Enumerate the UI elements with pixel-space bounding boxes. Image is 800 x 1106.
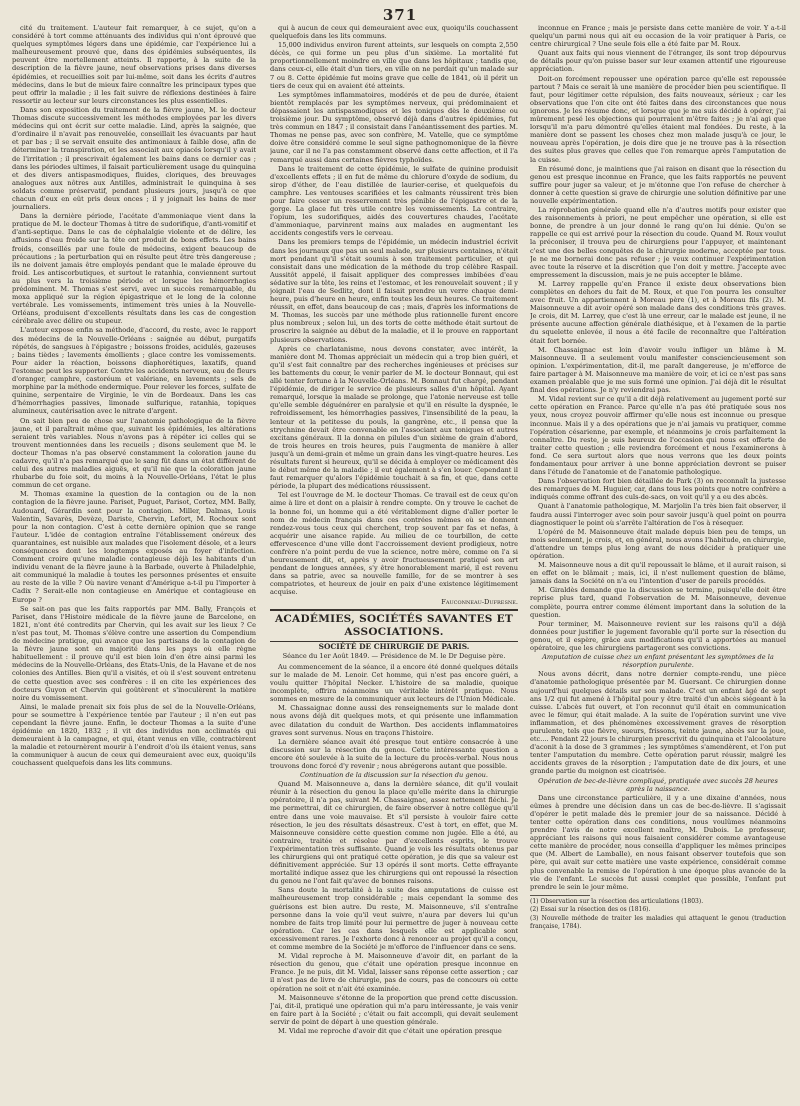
paragraph: cité du traitement. L'auteur fait remarquer, à ce sujet, qu'on a considéré à tort comme atténuants des individus qui n'ont éprouvé que quelques symptômes légers dans une épidémie, car l'expérience lui a malheureusement prouvé que, dans des épidémies subséquentes, ils peuvent être mortellement atteints. Il rapporte, à la suite de la description de la fièvre jaune, neuf observations prises dans diverses épidémies, et recueillies soit par lui-même, soit dans les écrits d'autres médecins, dans le but de mieux faire connaître les principaux types que peut offrir la maladie ; il les fait suivre de réflexions destinées à faire ressortir au lecteur sur leurs circonstances les plus essentielles. — [12, 24, 256, 105]
paragraph: Pour terminer, M. Maisonneuve revient sur les raisons qu'il a déjà données pour justifier le jugement favorable qu'il porte sur la résection du genou, et il espère, grâce aux modifications qu'il a apportées au manuel opératoire, que les chirurgiens partageront ses convictions. — [530, 619, 786, 653]
paragraph: Ainsi, le malade prenait six fois plus de sel de la Nouvelle-Orléans, pour se soumettre à l'expérience tentée par l'auteur ; il n'en eut pas cependant la fièvre jaune. Enfin, le docteur Thomas a la suite d'une épidémie en 1820, 1832 ; il vit des individus non acclimatés qui demeuraient à la campagne, et qui, étant venus en ville, contractèrent la maladie et retournèrent mourir à l'endroit d'où ils étaient venus, sans la communiquer à aucun de ceux qui demeuraient avec eux, quoiqu'ils couchassent quelquefois dans les lits communs. — [12, 702, 256, 768]
amputation-heading: Amputation de cuisse chez un enfant présentant les symptômes de la résorption purulente. — [542, 653, 774, 670]
discussion-heading: Continuation de la discussion sur la résection du genou. — [299, 771, 489, 780]
paragraph: L'auteur expose enfin sa méthode, d'accord, du reste, avec le rapport des médecins de la Nouvelle-Orléans : saignée au début, purgatifs répétés, de sangsues à l'épigastre ; boissons froides, acidulés, gazeuses ; bains tièdes ; lavements émollients ; glace contre les vomissements. Pour aider la réaction, boissons diaphorétiques, laxatifs, quand l'estomac peut les supporter. Contre les accidents nerveux, eau de fleurs d'oranger, camphre, castoréum et valériane, en lavements ; sels de morphine par la méthode endermique. Pour relever les forces, sulfate de quinine, serpentaire de Virginie, le vin de Bordeaux. Dans les cas d'hémorrhagies passives, limonade sulfurique, ratanhia, topiques alumineux, cautérisation avec le nitrate d'argent. — [12, 326, 256, 416]
operation-heading: Opération de bec-de-lièvre compliqué, pratiquée avec succès 28 heures après la naissance. — [538, 776, 778, 793]
paragraph: Dans son exposition du traitement de la fièvre jaune, M. le docteur Thomas discute successivement les méthodes employées par les divers médecins qui ont écrit sur cette maladie. Lind, après la saignée, que d'ordinaire il n'avait pas renouvelée, conseillait les évacuants par haut et par bas ; il se servait ensuite des antimoniaux à faible dose, afin de déterminer la transpiration, et les associait aux opiacés lorsqu'il y avait de l'irritation ; il prescrivait également les bains dans ce dernier cas ; dans les périodes ultimes, il faisait particulièrement usage du quinquina et des divers antispasmodiques, fluides, cloriques, des breuvages analogues aux nôtres aux Antilles, administrait le quinquina à ses soldats comme préservatif, pendant plusieurs jours, jusqu'à ce que chacun d'eux en eût pris deux onces ; il y joignait les bains de mer journaliers. — [12, 105, 256, 212]
paragraph: Dans le traitement de cette épidémie, le sulfate de quinine produisit d'excellents effets ; il en fut de même du chlorure d'oxyde de sodium, du sirop d'éther, de l'eau distillée de laurier-cerise, et quelquefois du camphre. Les ventouses scarifiées et les calmants réussirent très bien pour faire cesser un resserrement très pénible de l'épigastre et de la gorge. La glace fut très utile contre les vomissements. La contraire, l'opium, les sudorifiques, aidés des couvertures chaudes, l'acétate d'ammoniaque, parvinrent mains aux malades en augmentant les accidents congestifs vers le cerveau. — [270, 164, 518, 238]
column-1 — [12, 24, 256, 1094]
paragraph: Tel est l'ouvrage de M. le docteur Thomas. Ce travail est de ceux qu'on aime à lire et dont on a plaisir à rendre compte. On y trouve le cachet de la bonne foi, un homme qui a été véritablement digne d'aller porter le nom de médecin français dans ces contrées mêmes où se donnent rendez-vous tous ceux qui cherchent, trop souvent par fas et nefas, à acquérir une aisance rapide. Au milieu de ce tourbillon, de cette effervescence d'une ville dont l'accroissement devient prodigieux, notre confrère n'a point perdu de vue la science, notre mère, comme on l'a si heureusement dit, et, après y avoir fructueusement pratiqué son art pendant de longues années, s'y être honorablement marié, il est revenu dans sa patrie, avec sa nouvelle famille, for de se montrer à ses compatriotes, et heureux de jouir en paix d'une existence légitimement acquise. — [270, 491, 518, 597]
paragraph: Au commencement de la séance, il a encore été donné quelques détails sur le malade de M. Lenoir. Cet homme, qui n'est pas encore guéri, a voulu quitter l'hôpital Necker. L'histoire de sa maladie, quoique incomplète, offrira néanmoins un véritable intérêt pratique. Nous sommes en mesure de la communiquer aux lecteurs de l'Union Médicale. — [270, 662, 518, 704]
paragraph: En résumé donc, je maintiens que j'ai raison en disant que la résection du genou est presque inconnue en France, que les faits rapportés ne peuvent suffire pour juger sa valeur, et je m'étonne que l'on refuse de chercher à donner à cette question si grave de chirurgie une solution définitive par une nouvelle expérimentation. — [530, 164, 786, 205]
paragraph: La réprobation générale quand elle n'a d'autres motifs pour exister que des raisonnements à priori, ne peut empêcher une opération, si elle est bonne, de prendre à un jour donné le rang qu'on lui dénie. Qu'on se rappelle ce qui est arrivé pour la résection du coude. Quand M. Roux voulut la préconiser, il trouva peu de chirurgiens pour l'appuyer, et maintenant c'est une des belles conquêtes de la chirurgie moderne, acceptée par tous. Je ne me bornerai donc pas refuser ; je veux continuer l'expérimentation avec toute la réserve et la discrétion que l'on doit y mettre. J'accepte avec empressement la discussion, mais je ne puis accepter le blâme. — [530, 206, 786, 279]
footnote-divider — [530, 895, 590, 896]
paragraph: On sait bien peu de chose sur l'anatomie pathologique de la fièvre jaune, et il paraîtrait même que, suivant les épidémies, les altérations seraient très variables. Nous n'avons pas à répéter ici celles qui se trouvent mentionnées dans les recueils ; disons seulement que M. le docteur Thomas n'a pas observé constamment la coloration jaune du cadavre, qu'il n'a pas remarqué que le sang fût dans un état différent de celui des autres maladies aiguës, et qu'il nie que la coloration jaune rhubarbe du foie soit, du moins à la Nouvelle-Orléans, l'état le plus commun de cet organe. — [12, 416, 256, 490]
paragraph: Après ce charlatanisme, nous devons constater, avec intérêt, la manière dont M. Thomas appréciait un médecin qui a trop bien guéri, et qu'il s'est fait connaître par des recherches ingénieuses et précises sur les battements du cœur, le venir parler de M. le docteur Bonnaut, qui est allé tenter fortune à la Nouvelle-Orléans. M. Bonnaut fut chargé, pendant l'épidémie, de diriger le service de plusieurs salles d'un hôpital. Ayant remarqué, lorsque la malade se prolonge, que l'atonie nerveuse est telle qu'elle semble déguénérer en paralysie et qu'il en résulte la dyspnée, le refroidissement, les hémorrhagies passives, l'insensibilité de la peau, la lenteur et la petitesse du pouls, la gangrène, etc., il pensa que la strychnine devait être convenable en l'associant aux toniques et autres excitans généraux. Il la donna en pilules d'un sixième de grain d'abord, de trois heures en trois heures, puis l'augmenta de manière à aller jusqu'à un demi-grain et même un grain dans les vingt-quatre heures. Les résultats furent si heureux, qu'il se décida à employer ce médicament dès le début même de la maladie ; il eut également à s'en louer. Cependant il faut remarquer qu'alors l'épidémie touchait à sa fin, et que, dans cette période, la plupart des médications réussissent. — [270, 344, 518, 491]
paragraph: Quant à l'anatomie pathologique, M. Marjolin l'a très bien fait observer, il faudra aussi l'interroger avec soin pour savoir jusqu'à quel point on pourra diagnostiquer le point où s'arrête l'altération de l'os à résequer. — [530, 502, 786, 527]
paragraph: M. Thomas examine la question de la contagion ou de la non contagion de la fièvre jaune. Pariset, Puguet, Parisot, Cortez, MM. Bally, Audouard, Gérardin sont pour la contagion. Miller, Dalmas, Louis Valentin, Savarès, Devèze, Dariste, Chervin, Lefort, M. Rochoux sont pour la non contagion. C'est à cette dernière opinion que se range l'auteur. L'idée de contagion entraîne l'établissement onéreux des quarantaines, est nuisible aux malades que l'isolement désole, et a leurs conséquences dont les longtemps exposés au foyer d'infection. Comment croire qu'une maladie contagieuse déjà les habitants d'un individu venant de la fièvre jaune à la Barbade, ouverte à Philadelphie, ait communiqué la maladie à toutes les personnes présentes et ensuite au reste de la ville ? Où navire venant d'Amérique a-t-il pu l'importer à Cadix ? Serait-elle non contagieuse en Amérique et contagieuse en Europe ? — [12, 490, 256, 604]
author-signature: Fauconneau-Dufresne. — [441, 597, 518, 606]
paragraph: 15,000 individus environ furent atteints, sur lesquels on compta 2,550 décès, ce qui forme un peu plus d'un sixième. La mortalité fut proportionnellement moindre en ville que dans les hôpitaux ; tandis que, dans ceux-ci, elle était d'un tiers, en ville on ne perdait qu'un malade sur 7 ou 8. Cette épidémie fut moins grave que celle de 1841, où il périt un tiers de ceux qui en avaient été atteints. — [270, 41, 518, 90]
paragraph: Quant aux faits qui nous viennent de l'étranger, ils sont trop dépourvus de détails pour qu'on puisse baser sur leur examen attentif une rigoureuse appréciation. — [530, 49, 786, 74]
paragraph: L'opéré de M. Maisonneuve était malade depuis bien peu de temps, un mois seulement, je crois, et, en général, nous avons l'habitude, en chirurgie, d'attendre un temps plus long avant de nous décider à pratiquer une opération. — [530, 527, 786, 560]
footnote: (3) Nouvelle méthode de traiter les maladies qui attaquent le genou (traduction française, 1784). — [530, 915, 786, 930]
paragraph: Nous avons décrit, dans notre dernier compte-rendu, une pièce d'anatomie pathologique présentée par M. Guersant. Ce chirurgien donne aujourd'hui quelques détails sur son malade. C'est un enfant âgé de sept ans 1/2 qui fut amené à l'hôpital pour y être traité d'un abcès siégeant à la cuisse. L'abcès fut ouvert, et l'on reconnut qu'il était en communication avec le fémur, qui était malade. A la suite de l'opération survint une vive inflammation, et des phénomènes excessivement graves de résorption purulente, tels que fièvre, sueurs, frissons, teinte jaune, abcès sur la joue, etc.... Pendant 22 jours le chirurgien prescrivit du quinquina et l'alcoolature d'aconit à la dose de 3 grammes ; les symptômes s'amendèrent, et l'on put tenter l'amputation du membre. Cette opération parut réussir, malgré les accidents graves de la résorption ; l'amputation date de dix jours, et une grande partie du moignon est cicatrisée. — [530, 670, 786, 776]
paragraph: Quand M. Maisonneuve a, dans la dernière séance, dit qu'il voulait réunir à la résection du genou la place qu'elle mérite dans la chirurgie opératoire, il n'a pas, suivant M. Chassaignac, assez nettement fléchi. Je me permettrai, dit ce chirurgien, de faire observer à notre collègue qu'il entre dans une voie mauvaise. Et s'il persiste à vouloir faire cette résection, le jeu des résultats désastreux. C'est à tort, en effet, que M. Maisonneuve considère cette question comme non jugée. Elle a été, au contraire, traitée et résolue par d'excellents esprits, le trouve l'expérimentation très suffisante. Quand je vois les résultats obtenus par les chirurgiens qui ont pratiqué cette opération, je dis que sa valeur est définitivement appréciée. Sur 13 opérés il sont morts. Cette effrayante mortalité indique assez que les chirurgiens qui ont repoussé la résection du genou ne l'ont fait qu'avec de bonnes raisons. — [270, 780, 518, 886]
paragraph: Dans l'observation fort bien détaillée de Park (3) on reconnaît la justesse des remarques de M. Huguier, car, dans tous les points que notre confrère a indiqués comme offrant des culs-de-sacs, on voit qu'il y a eu des abcès. — [530, 477, 786, 502]
paragraph: M. Chassaignac donne aussi des renseignements sur le malade dont nous avons déjà dit quelques mots, et qui présente une inflammation avec dilatation du conduit de Warthon. Des accidents inflammatoires graves sont survenus. Nous en traçons l'histoire. — [270, 704, 518, 737]
paragraph: inconnue en France ; mais je persiste dans cette manière de voir. Y a-t-il quelqu'un parmi nous qui ait eu occasion de la voir pratiquer à Paris, ce centre chirurgical ? Une seule fois elle a été faite par M. Roux. — [530, 24, 786, 49]
paragraph: M. Giraldès demande que la discussion se termine, puisqu'elle doit être reprise plus tard, quand l'observation de M. Maisonneuve, devenue complète, pourra entrer comme élément important dans la solution de la question. — [530, 586, 786, 619]
column-2 — [270, 24, 518, 1094]
paragraph: Dans la dernière période, l'acétate d'ammoniaque vient dans la pratique de M. le docteur Thomas à titre de sudorifique, d'anti-vomitif et d'anti-septique. Dans le cas de céphalalgie violente et de délire, les affusions d'eau froide sur la tête ont produit de bons effets. Les bains froids, conseillés par une foule de médecins, exigent beaucoup de précautions ; la perturbation qui en résulte peut être très dangereuse ; ils ne doivent jamais être employés pendant que le malade éprouve du froid. Les antiscorbutiques, et surtout le ratanhia, conviennent surtout au plus vers la troisième période et lorsque les hémorrhagies prédominent. M. Thomas s'est servi, avec un succès remarquable, du moxa appliqué sur la région épigastrique et le long de la colonne vertébrale. Les vomissements, intimement très unies à la Nouvelle-Orléans, produisent d'excellents résultats dans les cas de congestion cérébrale avec délire ou stupeur. — [12, 212, 256, 326]
footnote: (1) Observation sur la résection des articulations (1803). — [530, 897, 704, 905]
paragraph: M. Vidal reproche à M. Maisonneuve d'avoir dit, en parlant de la résection du genou, que c'était une opération presque inconnue en France. Je ne puis, dit M. Vidal, laisser sans réponse cette assertion ; car il n'est pas de livre de chirurgie, pas de cours, pas de concours où cette opération ne soit et n'ait été examinée. — [270, 952, 518, 993]
paragraph: M. Larrey rappelle qu'en France il existe deux observations bien complètes en dehors du fait de M. Roux, et que l'on pourra les consulter avec fruit. Un appartiennent à Moreau père (1), et à Moreau fils (2). M. Maisonneuve a dit avoir opéré son malade dans des conditions très graves. Je crois, dit M. Larrey, que c'est là une erreur, car le malade est jeune, il ne présente aucune affection générale diathésique, et à l'examen de la partie du squelette enlevée, il nous a été facile de reconnaître que l'altération était fort bornée. — [530, 279, 786, 345]
paragraph: Dans les premiers temps de l'épidémie, un médecin industriel écrivit dans les journaux que pas un seul malade, sur plusieurs centaines, n'était mort pendant qu'il s'était soumis à son traitement particulier, et qui consistait dans une médication de la méthode du trop célèbre Raspail. Aussitôt appelé, il faisait appliquer des compresses imbibées d'eau sédative sur la tête, les reins et l'estomac, et les renouvelait souvent ; il y joignait l'eau de Sedlitz, dont il faisait prendre un verre chaque demi-heure, puis d'heure en heure, enfin toutes les deux heures. Ce traitement réussit, en effet, dans beaucoup de cas ; mais, d'après les informations de M. Thomas, les succès par une méthode plus rationnelle furent encore plus nombreux ; selon lui, un des torts de cette méthode était surtout de proscrire la saignée au début de la maladie, et il le prouve en rapportant plusieurs observations. — [270, 238, 518, 344]
session-line: Séance du 1er Août 1849. — Présidence de M. le Dr Deguise père. — [282, 651, 506, 660]
column-3 — [530, 24, 786, 1094]
subsection-title: SOCIÉTÉ DE CHIRURGIE DE PARIS. — [318, 641, 470, 651]
paragraph: La dernière séance avait été presque tout entière consacrée à une discussion sur la résection du genou. Cette intéressante question a encore été soulevée à la suite de la lecture du procès-verbal. Nous nous trouvons donc forcé d'y revenir ; nous abrégerons autant que possible. — [270, 737, 518, 770]
paragraph: Dans une circonstance particulière, il y a une dixaine d'années, nous eûmes à prendre une décision dans un cas de bec-de-lièvre. Il s'agissait d'opérer le petit malade dès le premier jour de sa naissance. Décidé à tenter cette opération dans ces conditions, nous voulûmes néanmoins prendre l'avis de notre excellent maître, M. Dubois. Le professeur, appréciant les raisons qui nous faisaient considérer comme avantageuse cette manière de procéder, nous conseilla d'appliquer les mêmes principes que (M. Albert de Lamballe), en nous faisant observer toutefois que son père, qui avait sur cette matière une vaste expérience, considérait comme plus convenable la remise de l'opération à une époque plus avancée de la vie de l'enfant. Le succès fut aussi complet que possible, l'enfant put prendre le sein le jour même. — [530, 793, 786, 891]
paragraph: M. Maisonneuve s'étonne de la proportion que prend cette discussion. J'ai, dit-il, pratiqué une opération qui m'a paru intéressante, je vais venir en faire part à la Société ; c'était ou fait accompli, qui devait seulement servir de point de départ à une question générale. — [270, 993, 518, 1026]
paragraph: Sans doute la mortalité à la suite des amputations de cuisse est malheureusement trop considérable ; mais cependant la somme des guérisons est bien autre. Du reste, M. Maisonneuve, s'il s'entraîne personne dans la voie qu'il veut suivre, n'aura par devers lui qu'un nombre de faits trop limité pour lui permettre de juger à nouveau cette opération. Car les cas dans lesquels elle est applicable sont excessivement rares. Je l'exhorte donc à renoncer au projet qu'il a conçu, et comme membre de la Société je m'efforce de l'influencer dans ce sens. — [270, 886, 518, 952]
section-title: ACADÉMIES, SOCIÉTÉS SAVANTES ET ASSOCIATIONS. — [274, 612, 514, 638]
section-divider — [270, 609, 518, 611]
paragraph: qui à aucun de ceux qui demeuraient avec eux, quoiqu'ils couchassent quelquefois dans les lits communs. — [270, 24, 518, 41]
paragraph: Doit-on forcément repousser une opération parce qu'elle est repoussée partout ? Mais ce serait là une manière de procéder bien peu scientifique. Il faut, pour légitimer cette répulsion, des faits nouveaux, sérieux ; car les observations que l'on cite ont été faites dans des circonstances que nous ignorons. Je les résume donc, et lorsque que je me suis décidé à opérer, j'ai mûrement pesé les objections qui pourraient m'être faites ; je n'ai agi que lorsqu'il m'a paru démontré qu'elles étaient mal fondées. Du reste, à la manière dont se passent les choses chez mon malade jusqu'à ce jour, le nouveau après l'opération, je dois dire que je ne trouve pas à la résection des suites plus graves que celles que l'on remarque après l'amputation de la cuisse. — [530, 74, 786, 164]
page-number: 371 — [382, 6, 418, 24]
paragraph: M. Chassaignac est loin d'avoir voulu infliger un blâme à M. Maisonneuve. Il a seulement voulu manifester consciencieusement son opinion. L'expérimentation, dit-il, me paraît dangereuse, je m'efforce de faire partager à M. Maisonneuve ma manière de voir, et ici ce n'est pas sans examen préalable que je me suis formé une opinion. J'ai déjà dit le résultat final des opérations. Je n'y reviendrai pas. — [530, 345, 786, 395]
paragraph: M. Maisonneuve nous a dit qu'il repoussait le blâme, et il aurait raison, si en effet on le blâmait ; mais, ici, il n'est nullement question de blâme, jamais dans la Société on n'a eu l'intention d'user de pareils procédés. — [530, 561, 786, 586]
paragraph: M. Vidal revient sur ce qu'il a dit déjà relativement au jugement porté sur cette opération en France. Parce qu'elle n'a pas été pratiquée sous nos yeux, nous croyez pouvoir affirmer qu'elle nous est inconnue ou presque inconnue. Mais il y a des opérations que je n'ai jamais vu pratiquer, comme l'opération césarienne, par exemple, et néanmoins je crois parfaitement la connaître. Du reste, je suis heureux de l'occasion qui nous est offerte de traiter cette question ; elle reviendra forcément et nous l'examinerons à fond. Ce sera surtout alors que nous verrons que les deux points fondamentaux pour arriver à une bonne appréciation devront se puiser dans l'étude de l'anatomie et de l'anatomie pathologique. — [530, 395, 786, 477]
paragraph: M. Vidal me reproche d'avoir dit que c'était une opération presque — [278, 1026, 502, 1035]
paragraph: Se sait-on pas que les faits rapportés par MM. Bally, François et Pariset, dans l'Histoire médicale de la fièvre jaune de Barcelone, en 1821, n'ont été contredits par Chervin, qui les avait sur les lieux ? Ce n'est pas tout, M. Thomas s'élève contre une assertion du Compendium de médecine pratique, qui avance que les partisans de la contagion de la fièvre jaune sont en majorité dans les pays où elle règne habituellement : il prouve qu'il est bien loin d'en être ainsi parmi les médecins de la Nouvelle-Orléans, des États-Unis, de la Havane et de nos colonies des Antilles. Bien qu'il a visités, et où il s'est souvent entretenu de cette question avec ses confrères : il en cite les expériences des docteurs Guyon et Chervin qui goûtèrent et s'inoculèrent la matière noire du vomissement. — [12, 604, 256, 702]
paragraph: Les symptômes inflammatoires, modérés et de peu de durée, étaient bientôt remplacés par les symptômes nerveux, qui prédominaient et dépassaient les antispasmodiques et les toniques dès le deuxième ou troisième jour. Du symptôme, observé déjà dans d'autres épidémies, fut très commun en 1847 ; il consistait dans l'anéantissement des parties. M. Thomas ne pense pas, avec son confrère, M. Vatelle, que ce symptôme doive être considéré comme le seul signe pathognomonique de la fièvre jaune, car il ne l'a pas constamment observé dans cette affection, et il l'a remarqué aussi dans certaines fièvres typhoïdes. — [270, 90, 518, 164]
footnote: (2) Essai sur la résection des os (1816). — [530, 906, 651, 914]
